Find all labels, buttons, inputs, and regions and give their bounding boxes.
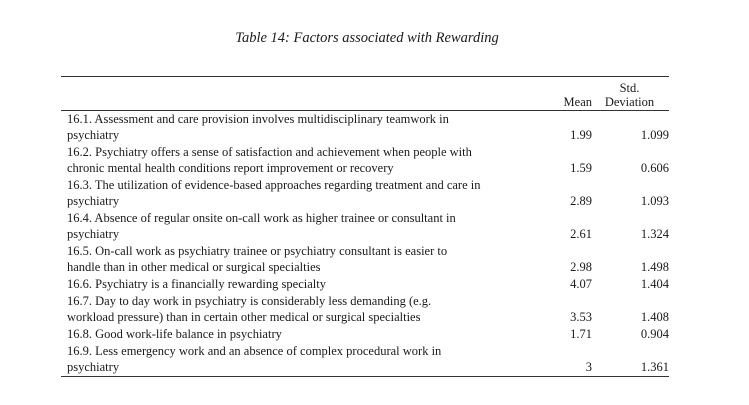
row-sd-value: 1.408 [640,309,669,324]
row-mean-value: 3.53 [570,309,592,324]
row-sd-value: 1.498 [640,259,669,274]
row-label [61,343,554,376]
row-mean-value: 1.71 [570,326,592,341]
row-label-line2: psychiatry [67,194,120,209]
row-sd-value: 0.606 [640,160,669,175]
table-body [61,111,669,376]
table-row [61,343,669,376]
table-row [61,243,669,276]
row-label-line2: chronic mental health conditions report improvement or recovery [67,161,394,176]
header-spacer [61,77,554,110]
table-row [61,210,669,243]
row-label-line1: 16.3. The utilization of evidence-based approaches regarding treatment and care in [67,178,481,192]
table-row [61,111,669,144]
row-label [61,326,554,343]
row-label [61,276,554,293]
row-label [61,111,554,144]
row-mean-value: 2.89 [570,193,592,208]
row-sd-value: 1.324 [640,226,669,241]
row-mean-value: 1.59 [570,160,592,175]
header-std-line2: Deviation [604,95,655,109]
row-sd-value: 1.361 [640,359,669,374]
table-row [61,293,669,326]
row-label-line1: 16.7. Day to day work in psychiatry is considerably less demanding (e.g. [67,294,432,308]
row-mean-value: 3 [585,359,592,374]
table-row [61,326,669,343]
row-label-line1: 16.4. Absence of regular onsite on-call work as higher trainee or consultant in [67,211,456,225]
row-label-line1: 16.8. Good work-life balance in psychiatry [67,327,282,341]
table-row [61,144,669,177]
row-label-line2: handle than in other medical or surgical specialties [67,260,321,275]
row-label [61,144,554,177]
row-sd-value: 1.099 [640,127,669,142]
header-std-line1: Std. [619,81,640,95]
row-label [61,210,554,243]
row-label-line1: 16.9. Less emergency work and an absence of complex procedural work in [67,344,442,358]
row-label-line2: psychiatry [67,227,120,242]
row-mean-value: 1.99 [570,127,592,142]
row-sd-value: 0.904 [640,326,669,341]
row-label-line2: psychiatry [67,128,120,143]
header-mean: Mean [563,95,592,109]
factors-table [61,76,669,377]
row-mean-value: 2.61 [570,226,592,241]
table-row [61,276,669,293]
row-mean-value: 4.07 [570,276,592,291]
row-label-line1: 16.6. Psychiatry is a financially rewarding specialty [67,277,326,291]
row-label-line2: psychiatry [67,360,120,375]
row-label-line2: workload pressure) than in certain other medical or surgical specialties [67,310,421,325]
header-std-deviation [592,81,667,110]
table-caption: Table 14: Factors associated with Rewarding [235,30,499,46]
row-label-line1: 16.2. Psychiatry offers a sense of satisfaction and achievement when people with [67,145,472,159]
table-row [61,177,669,210]
row-sd-value: 1.404 [640,276,669,291]
row-sd-value: 1.093 [640,193,669,208]
row-mean-value: 2.98 [570,259,592,274]
row-label-line1: 16.1. Assessment and care provision involves multidisciplinary teamwork in [67,112,449,126]
row-label [61,243,554,276]
table-header-row [61,77,669,111]
row-label [61,293,554,326]
row-label [61,177,554,210]
row-label-line1: 16.5. On-call work as psychiatry trainee or psychiatry consultant is easier to [67,244,448,258]
